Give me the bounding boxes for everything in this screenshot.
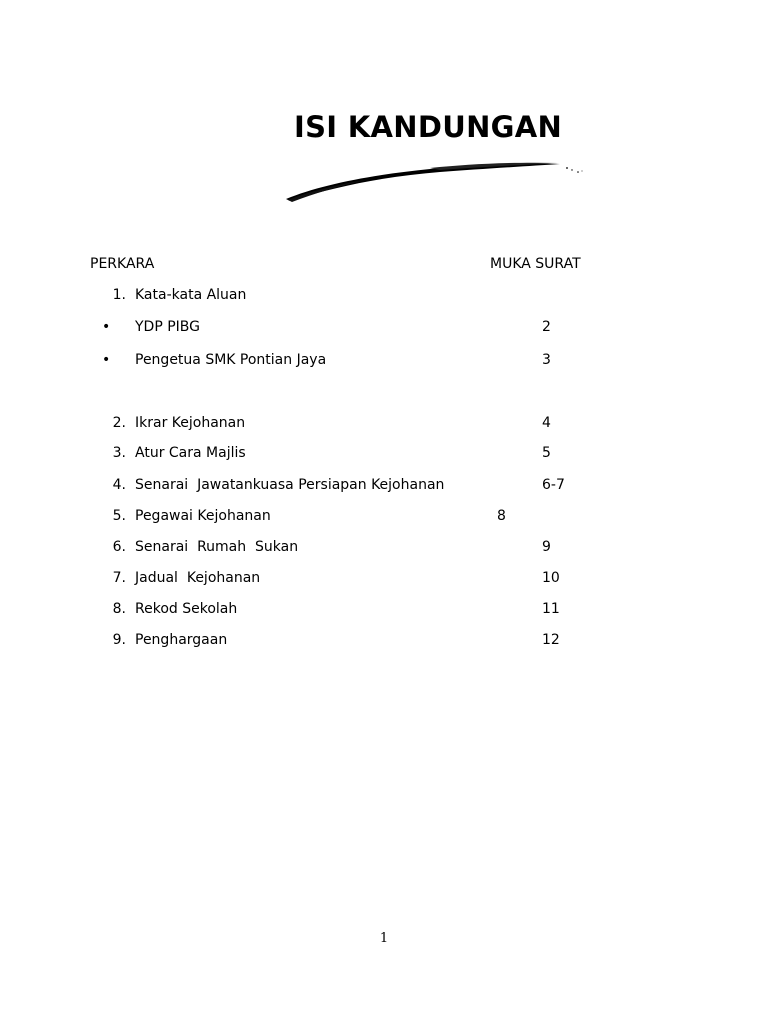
page-number: 8: [497, 508, 506, 524]
list-number: 8.: [112, 601, 126, 617]
list-item-label: Atur Cara Majlis: [135, 445, 246, 461]
list-item-label: Kata-kata Aluan: [135, 287, 247, 303]
list-number: 7.: [112, 570, 126, 586]
list-item-label: Rekod Sekolah: [135, 601, 238, 617]
page-title: ISI KANDUNGAN: [294, 110, 563, 144]
list-item: [0, 632, 768, 652]
list-item-label: Penghargaan: [135, 632, 228, 648]
page-number: 5: [542, 445, 551, 461]
list-item-label: Pegawai Kejohanan: [135, 508, 271, 524]
list-item: [0, 287, 768, 307]
page-number: 6-7: [542, 477, 565, 493]
list-item-label: Jadual Kejohanan: [135, 570, 261, 586]
page-number: 9: [542, 539, 551, 555]
page-number: 10: [542, 570, 560, 586]
list-number: 9.: [112, 632, 126, 648]
column-header-page: MUKA SURAT: [490, 256, 581, 272]
list-item: [0, 352, 768, 372]
list-number: 3.: [112, 445, 126, 461]
list-number: 1.: [112, 287, 126, 303]
list-item: [0, 477, 768, 497]
list-number: 5.: [112, 508, 126, 524]
page-number: 11: [542, 601, 560, 617]
page-number: 3: [542, 352, 551, 368]
bullet-icon: •: [102, 319, 111, 335]
list-item-label: YDP PIBG: [135, 319, 201, 335]
bullet-icon: •: [102, 352, 111, 368]
footer-page-number: 1: [379, 931, 389, 946]
list-item: [0, 539, 768, 559]
column-header-item: PERKARA: [90, 256, 155, 272]
list-number: 6.: [112, 539, 126, 555]
list-item-label: Senarai Jawatankuasa Persiapan Kejohanan: [135, 477, 445, 493]
list-item: [0, 319, 768, 339]
list-item: [0, 445, 768, 465]
page-number: 12: [542, 632, 560, 648]
list-number: 2.: [112, 415, 126, 431]
list-item: [0, 601, 768, 621]
list-item-label: Ikrar Kejohanan: [135, 415, 246, 431]
list-number: 4.: [112, 477, 126, 493]
list-item: [0, 570, 768, 590]
brushstroke-decoration: [280, 155, 590, 207]
list-item-label: Senarai Rumah Sukan: [135, 539, 299, 555]
list-item: [0, 415, 768, 435]
page-number: 4: [542, 415, 551, 431]
list-item: [0, 508, 768, 528]
list-item-label: Pengetua SMK Pontian Jaya: [135, 352, 327, 368]
page-number: 2: [542, 319, 551, 335]
